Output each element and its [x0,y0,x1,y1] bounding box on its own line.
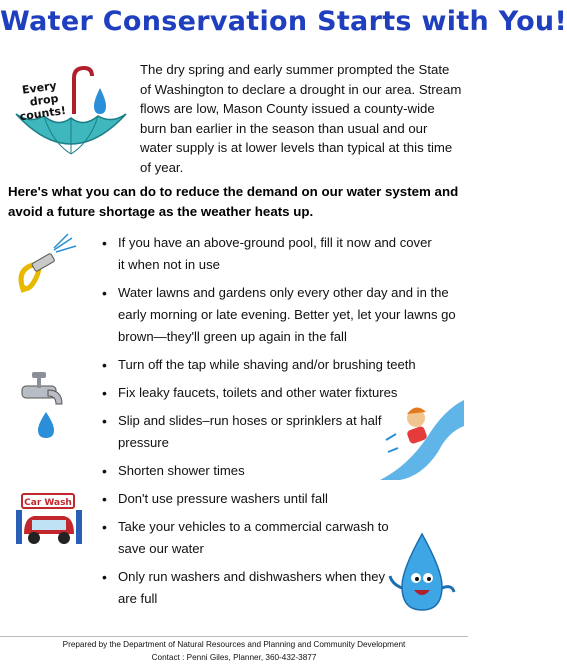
flyer-title: Water Conservation Starts with You! [0,6,567,37]
faucet-icon [18,368,74,440]
footer-prepared-by: Prepared by the Department of Natural Resources and Planning and Community Development [62,640,406,649]
tip-item: • If you have an above-ground pool, fill it now and cover it when not in use [102,232,438,276]
umbrella-text: Every drop counts! [18,78,67,124]
hose-icon [14,232,78,298]
umbrella-icon [12,62,130,170]
tip-item: • Slip and slides–run hoses or sprinklers at half pressure [102,410,388,454]
tip-item: • Don't use pressure washers until fall [102,488,408,510]
footer-contact: Contact : Penni Giles, Planner, 360-432-3877 [151,652,317,662]
call-to-action: Here's what you can do to reduce the demand on our water system and avoid a future shortage as the weather heats up. [8,184,459,219]
intro-paragraph: The dry spring and early summer prompted the State of Washington to declare a drought in our area. Stream flows are low, Mason County issued a county-wide burn ban earlier in the season than usual and our water supply is at lower levels than typical at this time of year. [140,62,462,175]
tip-item: • Turn off the tap while shaving and/or brushing teeth [102,354,474,376]
tip-item: • Fix leaky faucets, toilets and other water fixtures [102,382,408,404]
tips-list [102,232,456,616]
footer [0,636,468,664]
tip-item: • Only run washers and dishwashers when they are full [102,566,388,610]
tip-item: • Shorten shower times [102,460,388,482]
carwash-sign: Car Wash [24,498,72,508]
carwash-icon [14,490,84,552]
tip-item: • Water lawns and gardens only every other day and in the early morning or late evening. Better yet, let your lawns go brown—they'll green up again in the fall [102,282,474,348]
tip-item: • Take your vehicles to a commercial carwash to save our water [102,516,408,560]
